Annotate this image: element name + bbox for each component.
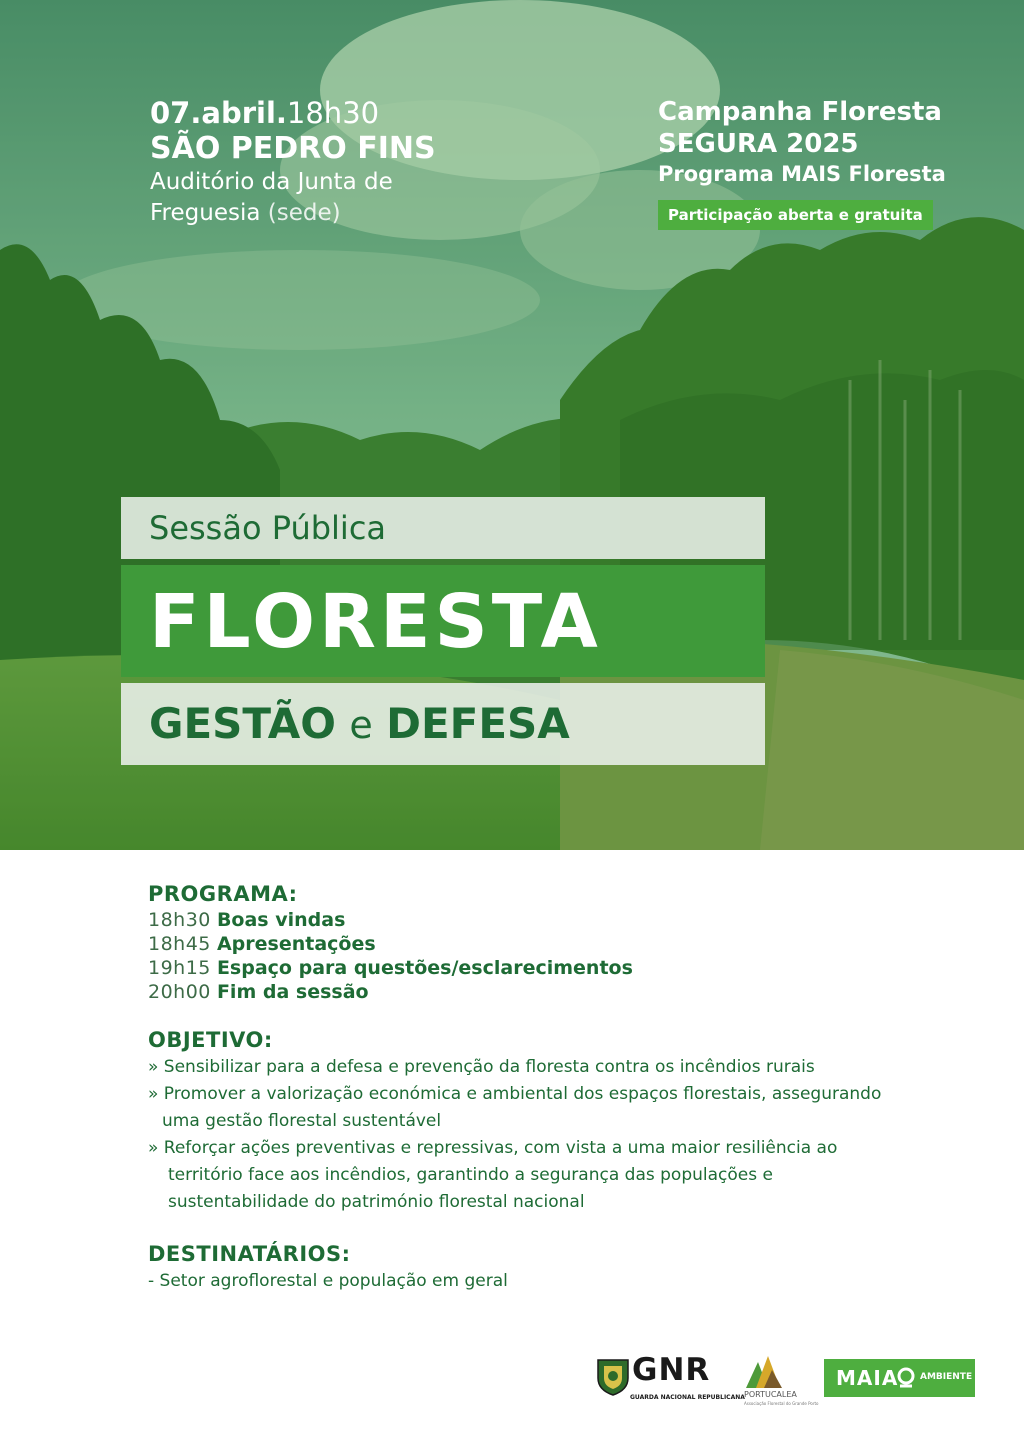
objetivo-item-3-line-3: sustentabilidade do património florestal nacional (168, 1192, 585, 1212)
venue-line-2: Freguesia (150, 200, 261, 226)
gnr-subtitle: GUARDA NACIONAL REPUBLICANA (630, 1394, 745, 1401)
maia-ambiente-text: AMBIENTE (920, 1372, 973, 1382)
programa-time: 18h30 (148, 909, 211, 931)
title-subtitle: Sessão Pública (149, 509, 387, 547)
programa-item (148, 932, 988, 956)
destinatarios-section (148, 1240, 988, 1295)
portucalea-logo (744, 1354, 819, 1410)
maia-leaf-icon (896, 1367, 916, 1389)
participation-badge: Participação aberta e gratuita (658, 200, 933, 230)
title-part-1: GESTÃO (149, 699, 337, 748)
programa-time: 18h45 (148, 933, 211, 955)
objetivo-item-3-line-2: território face aos incêndios, garantindo a segurança das populações e (168, 1165, 773, 1185)
venue-note: (sede) (267, 200, 341, 226)
objetivo-item-1: » Sensibilizar para a defesa e prevenção da floresta contra os incêndios rurais (148, 1057, 815, 1077)
gnr-shield-icon (596, 1356, 630, 1396)
content-section (148, 880, 988, 1295)
campaign-line-2: SEGURA 2025 (658, 129, 859, 159)
campaign-info (658, 96, 946, 230)
campaign-line-1: Campanha Floresta (658, 97, 942, 127)
objetivo-item-3-line-1: » Reforçar ações preventivas e repressivas, com vista a uma maior resiliência ao (148, 1138, 838, 1158)
programa-item (148, 908, 988, 932)
gnr-logo (596, 1352, 745, 1404)
title-part-2: DEFESA (386, 699, 570, 748)
programa-label: Fim da sessão (216, 981, 369, 1003)
title-connector: e (349, 703, 373, 747)
programa-label: Boas vindas (216, 909, 346, 931)
event-venue (150, 167, 470, 229)
objetivo-item-2-line-1: » Promover a valorização económica e ambiental dos espaços florestais, assegurando (148, 1084, 882, 1104)
programa-item (148, 956, 988, 980)
portucalea-name: PORTUCALEA (744, 1390, 797, 1399)
title-subtitle-band (121, 497, 765, 559)
event-date-time (150, 95, 470, 131)
venue-line-1: Auditório da Junta de (150, 169, 393, 195)
event-place: SÃO PEDRO FINS (150, 131, 436, 166)
gnr-text: GNR (632, 1352, 711, 1388)
event-details (150, 95, 470, 229)
programa-label: Apresentações (216, 933, 376, 955)
maia-ambiente-logo (824, 1359, 975, 1397)
programa-section (148, 880, 988, 1004)
programa-time: 20h00 (148, 981, 211, 1003)
portucalea-mountains-icon (744, 1354, 784, 1390)
objetivo-heading: OBJETIVO: (148, 1028, 273, 1052)
campaign-line-3: Programa MAIS Floresta (658, 162, 946, 186)
programa-item (148, 980, 988, 1004)
event-time: 18h30 (286, 96, 380, 130)
destinatarios-item-1: - Setor agroflorestal e população em geral (148, 1271, 508, 1291)
title-main-band (121, 565, 765, 677)
portucalea-subtitle: Associação Florestal do Grande Porto (744, 1401, 819, 1406)
programa-heading: PROGRAMA: (148, 882, 298, 906)
objetivo-item-2-line-2: uma gestão florestal sustentável (162, 1111, 442, 1131)
destinatarios-heading: DESTINATÁRIOS: (148, 1242, 351, 1266)
programa-label: Espaço para questões/esclarecimentos (216, 957, 633, 979)
maia-word: MAIA (836, 1366, 899, 1390)
programa-time: 19h15 (148, 957, 211, 979)
objetivo-section (148, 1026, 988, 1216)
title-bottom-band (121, 683, 765, 765)
event-date: 07.abril. (150, 96, 287, 130)
partner-logos (0, 1354, 1024, 1414)
title-main: FLORESTA (149, 579, 602, 665)
